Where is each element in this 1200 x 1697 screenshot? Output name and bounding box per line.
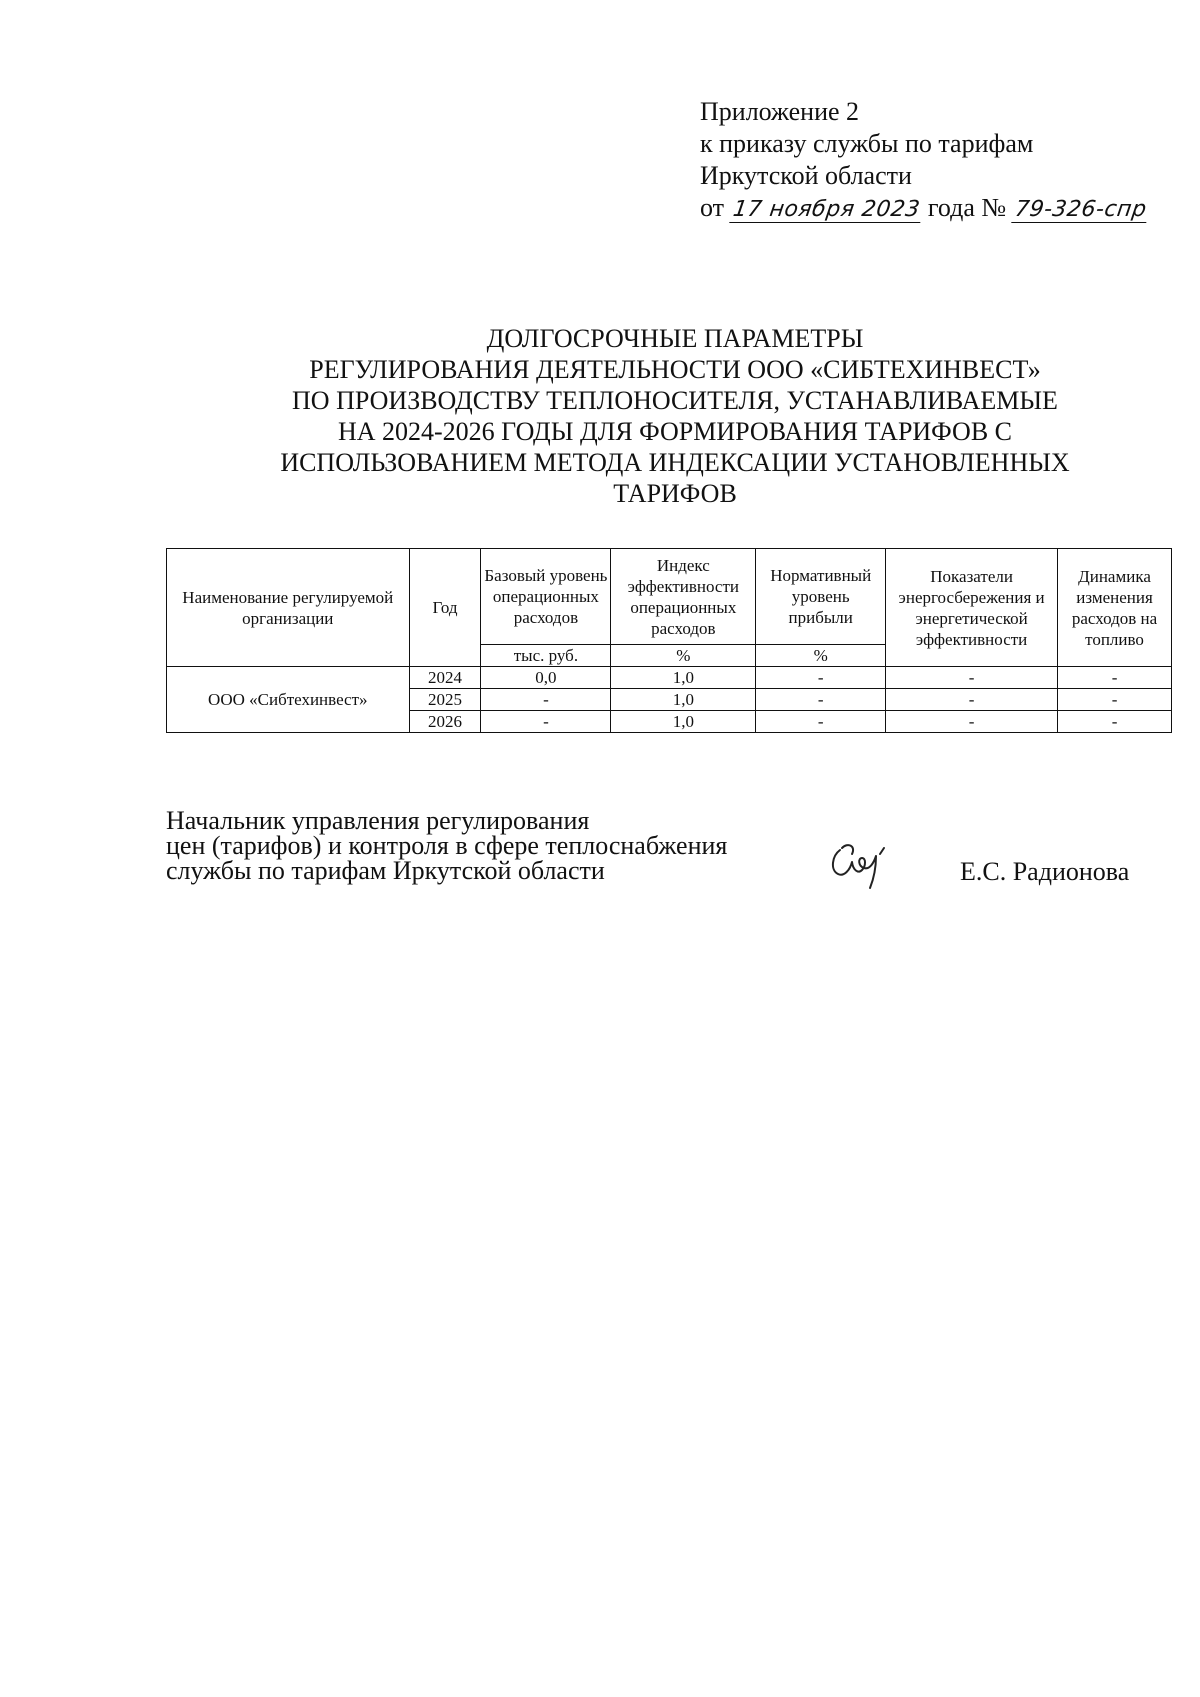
appendix-date-line xyxy=(700,192,1160,224)
parameters-table xyxy=(166,548,1172,733)
handwritten-number: 79-326-спр xyxy=(1011,198,1150,223)
header-energy-saving: Показатели энергосбережения и энергетической эффективности xyxy=(886,549,1058,667)
title-line: ИСПОЛЬЗОВАНИЕМ МЕТОДА ИНДЕКСАЦИИ УСТАНОВЛЕННЫХ xyxy=(280,448,1070,477)
index-cell: 1,0 xyxy=(611,667,756,689)
unit-profit: % xyxy=(756,645,886,667)
base-cell: - xyxy=(481,711,611,733)
fuel-cell: - xyxy=(1058,689,1172,711)
appendix-line-2: к приказу службы по тарифам xyxy=(700,129,1034,158)
document-title xyxy=(150,323,1200,509)
header-fuel-dynamics: Динамика изменения расходов на топливо xyxy=(1058,549,1172,667)
position-line: службы по тарифам Иркутской области xyxy=(166,856,605,885)
energy-cell: - xyxy=(886,667,1058,689)
base-cell: 0,0 xyxy=(481,667,611,689)
handwritten-date: 17 ноября 2023 xyxy=(729,198,923,223)
appendix-line-3: Иркутской области xyxy=(700,161,912,190)
header-profit-level: Нормативный уровень прибыли xyxy=(756,549,886,645)
unit-base: тыс. руб. xyxy=(481,645,611,667)
profit-cell: - xyxy=(756,711,886,733)
header-efficiency-index: Индекс эффективности операционных расходов xyxy=(611,549,756,645)
unit-index: % xyxy=(611,645,756,667)
position-line: Начальник управления регулирования xyxy=(166,806,590,835)
header-base-level: Базовый уровень операционных расходов xyxy=(481,549,611,645)
year-cell: 2025 xyxy=(409,689,481,711)
signatory-name: Е.С. Радионова xyxy=(960,857,1130,886)
appendix-line-1: Приложение 2 xyxy=(700,97,860,126)
title-line: ТАРИФОВ xyxy=(613,479,737,508)
year-cell: 2024 xyxy=(409,667,481,689)
energy-cell: - xyxy=(886,689,1058,711)
energy-cell: - xyxy=(886,711,1058,733)
base-cell: - xyxy=(481,689,611,711)
header-year: Год xyxy=(409,549,481,667)
fuel-cell: - xyxy=(1058,667,1172,689)
year-cell: 2026 xyxy=(409,711,481,733)
position-line: цен (тарифов) и контроля в сфере теплоснабжения xyxy=(166,831,728,860)
title-line: НА 2024-2026 ГОДЫ ДЛЯ ФОРМИРОВАНИЯ ТАРИФОВ С xyxy=(337,417,1013,446)
organization-cell: ООО «Сибтехинвест» xyxy=(167,667,410,733)
title-line: РЕГУЛИРОВАНИЯ ДЕЯТЕЛЬНОСТИ ООО «СИБТЕХИНВЕСТ» xyxy=(309,355,1041,384)
fuel-cell: - xyxy=(1058,711,1172,733)
profit-cell: - xyxy=(756,689,886,711)
title-line: ДОЛГОСРОЧНЫЕ ПАРАМЕТРЫ xyxy=(486,324,864,353)
year-word: года № xyxy=(927,193,1007,222)
appendix-block xyxy=(700,96,1160,224)
from-prefix: от xyxy=(700,193,725,222)
index-cell: 1,0 xyxy=(611,711,756,733)
header-organization: Наименование регулируемой организации xyxy=(167,549,410,667)
index-cell: 1,0 xyxy=(611,689,756,711)
profit-cell: - xyxy=(756,667,886,689)
table-row xyxy=(167,667,1172,689)
title-line: ПО ПРОИЗВОДСТВУ ТЕПЛОНОСИТЕЛЯ, УСТАНАВЛИВАЕМЫЕ xyxy=(292,386,1058,415)
handwritten-signature xyxy=(822,826,892,896)
